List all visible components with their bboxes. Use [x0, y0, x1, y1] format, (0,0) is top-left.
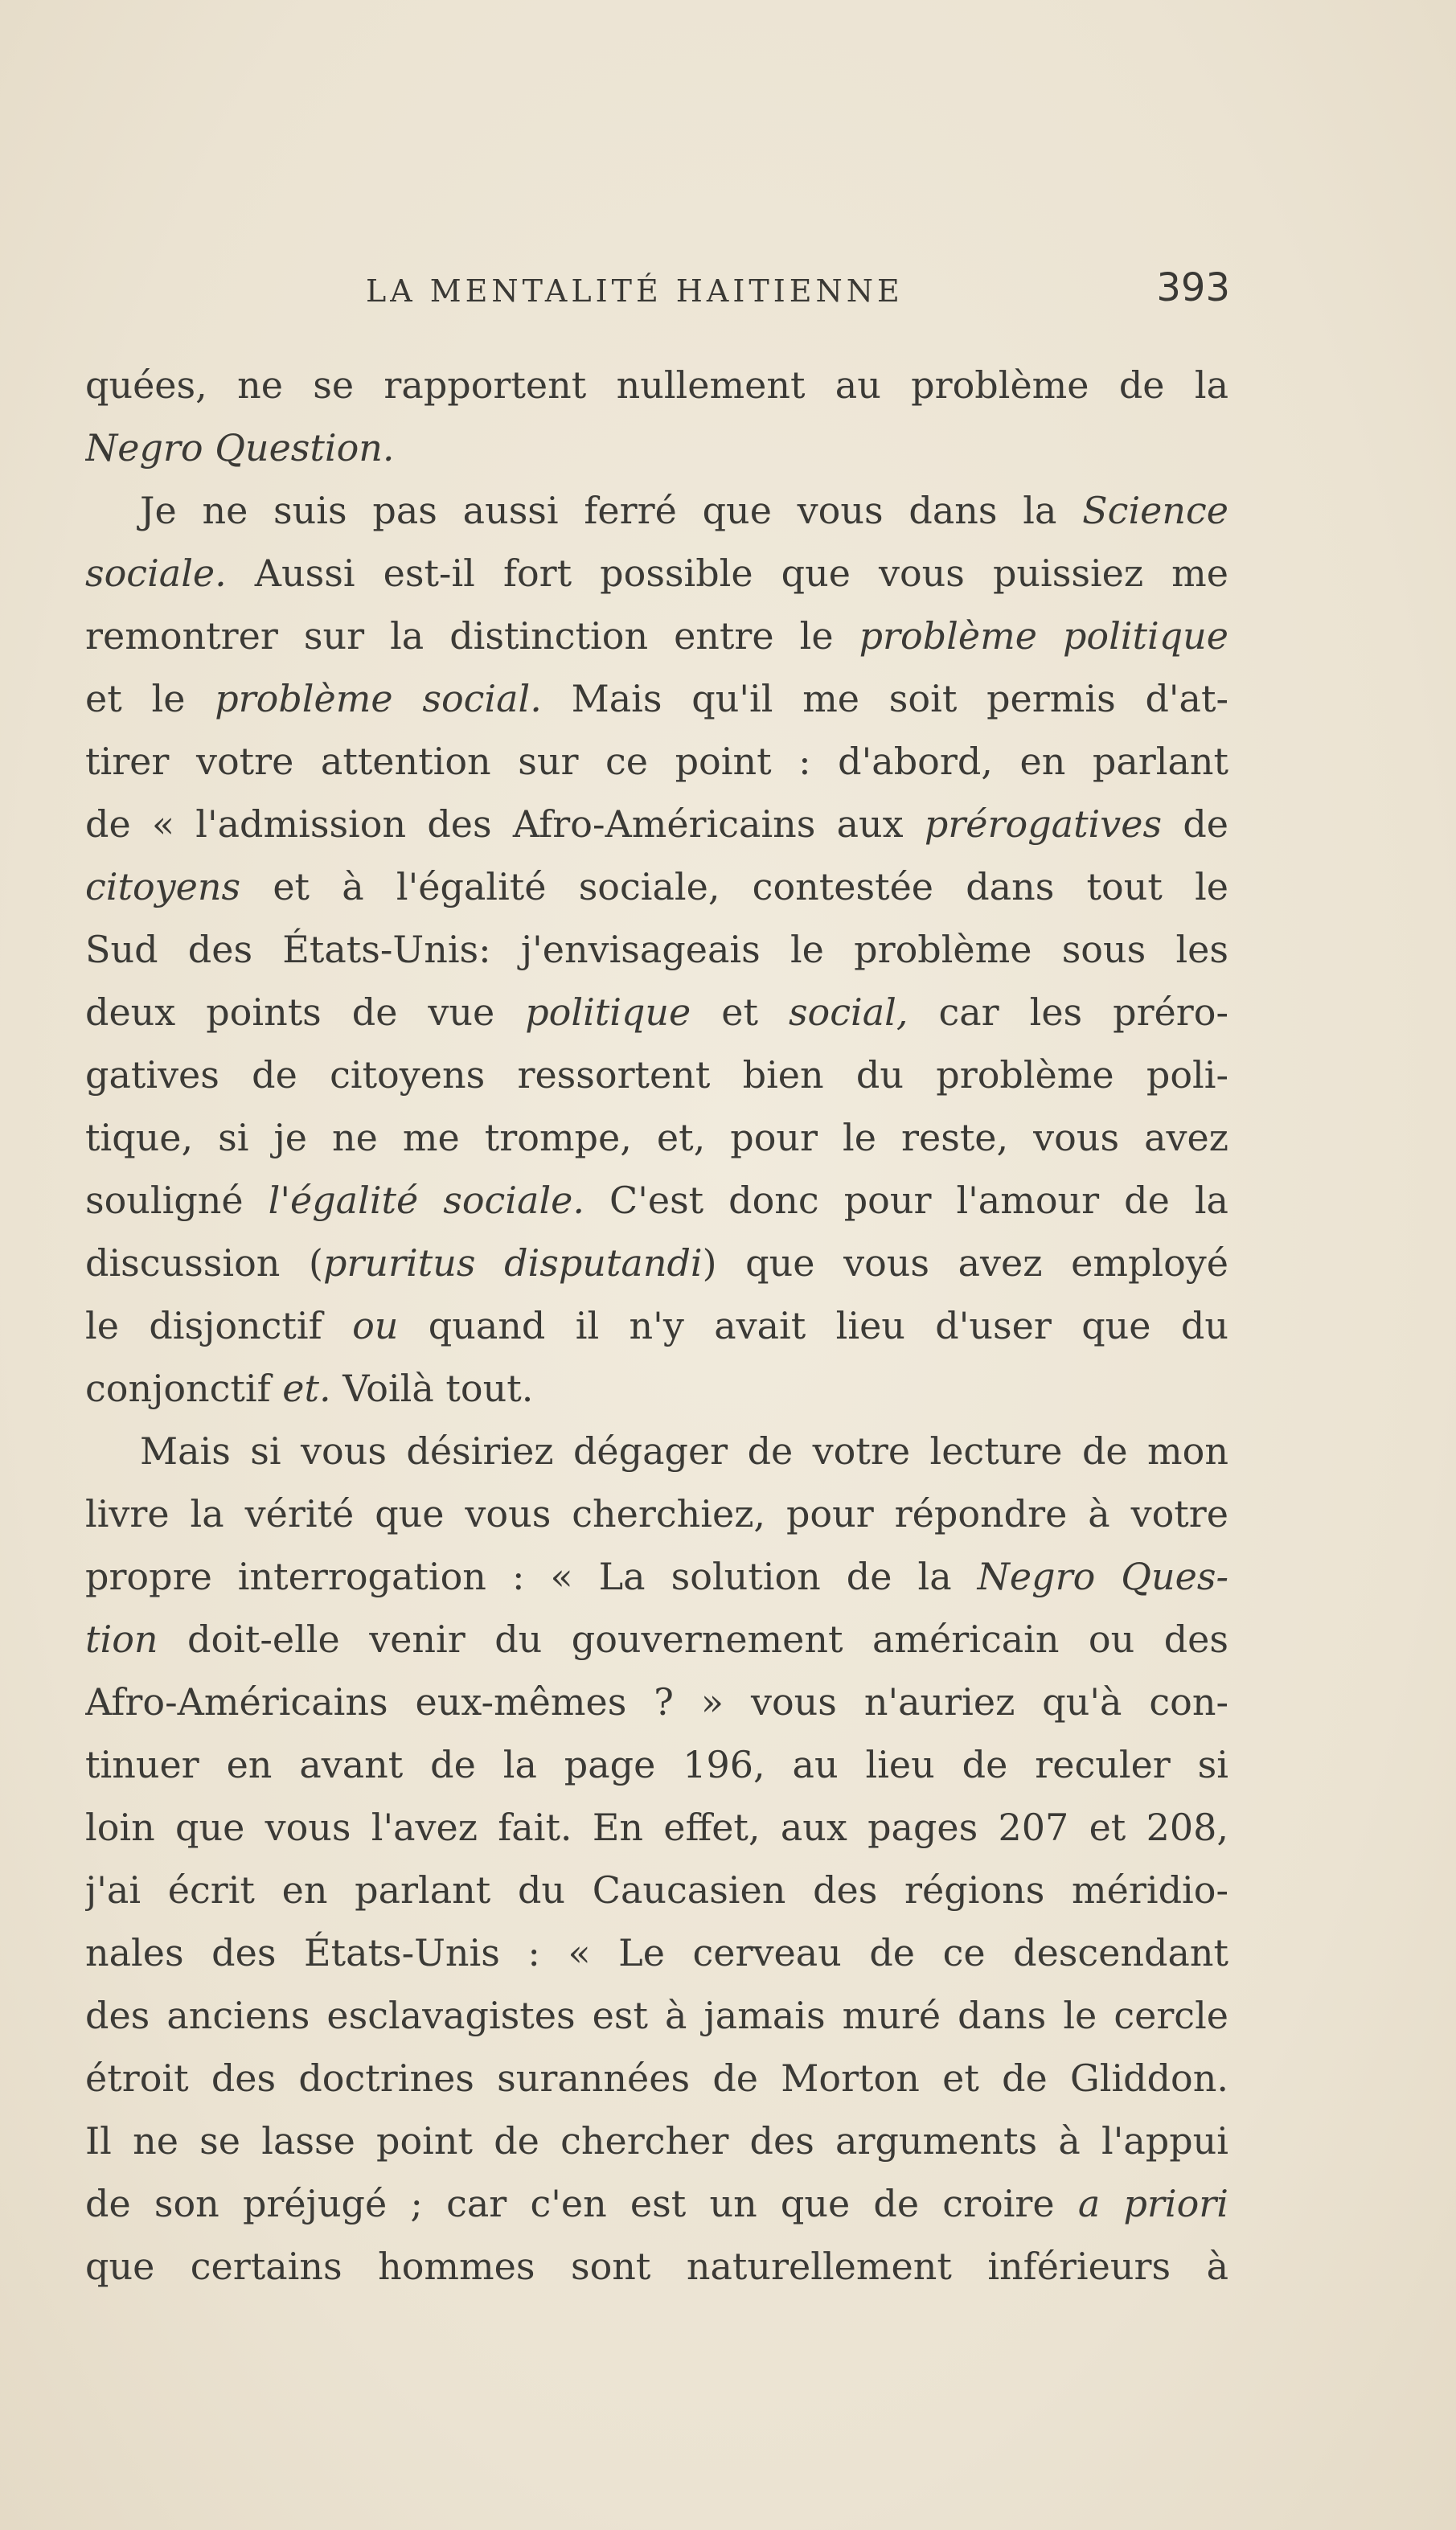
text-line — [85, 2110, 1228, 2172]
text-run: deux points de vue — [85, 990, 526, 1034]
italic-text: prérogatives — [924, 802, 1163, 846]
italic-text: problème social. — [215, 677, 542, 720]
text-run: ) que vous avez employé — [702, 1241, 1228, 1285]
text-run: tirer votre attention sur ce point : d'abord, en parlant — [85, 740, 1228, 783]
text-line — [85, 1545, 1228, 1608]
text-line — [85, 1294, 1228, 1357]
italic-text: social, — [788, 990, 908, 1034]
text-line — [85, 918, 1228, 981]
italic-text: sociale. — [85, 552, 227, 595]
text-run: gatives de citoyens ressortent bien du problème poli- — [85, 1053, 1228, 1097]
text-line — [85, 1921, 1228, 1984]
text-line — [85, 1796, 1228, 1859]
text-run: de son préjugé ; car c'en est un que de croire — [85, 2182, 1078, 2225]
text-line — [85, 1106, 1228, 1169]
text-line — [85, 479, 1228, 542]
text-run: tinuer en avant de la page 196, au lieu de reculer si — [85, 1743, 1228, 1786]
text-line — [85, 1357, 1228, 1420]
text-run: quées, ne se rapportent nullement au problème de la — [85, 363, 1228, 407]
italic-text: Negro Question. — [85, 426, 395, 470]
text-run: de — [1162, 802, 1228, 846]
text-line — [85, 2172, 1228, 2235]
page-number: 393 — [1156, 265, 1230, 310]
text-line — [85, 1984, 1228, 2047]
text-line — [85, 1859, 1228, 1921]
italic-text: problème politique — [859, 614, 1228, 658]
text-line — [85, 730, 1228, 793]
text-line — [85, 605, 1228, 667]
italic-text: pruritus disputandi — [322, 1241, 703, 1285]
italic-text: a priori — [1077, 2182, 1228, 2225]
text-run: C'est donc pour l'amour de la — [584, 1179, 1228, 1222]
page-header — [88, 265, 1230, 314]
text-line — [85, 542, 1228, 605]
text-run: des anciens esclavagistes est à jamais muré dans le cercle — [85, 1994, 1228, 2037]
text-run: j'ai écrit en parlant du Caucasien des régions méridio- — [85, 1868, 1228, 1912]
text-run: Aussi est-il fort possible que vous puissiez me — [226, 552, 1228, 595]
text-run: et le — [85, 677, 215, 720]
text-run: livre la vérité que vous cherchiez, pour répondre à votre — [85, 1492, 1228, 1536]
text-line — [85, 667, 1228, 730]
text-run: étroit des doctrines surannées de Morton et de Gliddon. — [85, 2056, 1228, 2100]
text-line — [85, 1232, 1228, 1294]
text-line — [85, 1608, 1228, 1671]
text-line — [85, 855, 1228, 918]
running-title: LA MENTALITÉ HAITIENNE — [366, 273, 904, 309]
text-line — [85, 354, 1228, 416]
body-text — [85, 354, 1228, 2298]
text-run: Mais si vous désiriez dégager de votre lecture de mon — [140, 1429, 1228, 1473]
text-line — [85, 1169, 1228, 1232]
text-run: Il ne se lasse point de chercher des arguments à l'appui — [85, 2119, 1228, 2163]
text-line — [85, 1044, 1228, 1106]
text-run: Voilà tout. — [330, 1367, 534, 1410]
text-run: tique, si je ne me trompe, et, pour le reste, vous avez — [85, 1116, 1228, 1159]
text-line — [85, 981, 1228, 1044]
text-run: conjonctif — [85, 1367, 283, 1410]
italic-text: et. — [282, 1367, 331, 1410]
text-run: souligné — [85, 1179, 269, 1222]
text-run: et — [691, 990, 789, 1034]
text-run: car les préro- — [908, 990, 1228, 1034]
text-run: que certains hommes sont naturellement inférieurs à — [85, 2245, 1228, 2288]
text-run: loin que vous l'avez fait. En effet, aux pages 207 et 208, — [85, 1806, 1228, 1849]
italic-text: citoyens — [85, 865, 241, 908]
text-line — [85, 1733, 1228, 1796]
italic-text: l'égalité sociale. — [268, 1179, 584, 1222]
text-run: Mais qu'il me soit permis d'at- — [541, 677, 1228, 720]
text-run: et à l'égalité sociale, contestée dans tout le — [240, 865, 1228, 908]
text-run: discussion ( — [85, 1241, 323, 1285]
text-line — [85, 416, 1228, 479]
text-run: nales des États-Unis : « Le cerveau de ce descendant — [85, 1931, 1228, 1974]
italic-text: tion — [85, 1618, 158, 1661]
text-run: le disjonctif — [85, 1304, 353, 1347]
text-line — [85, 1420, 1228, 1482]
text-run: Afro-Américains eux-mêmes ? » vous n'auriez qu'à con- — [85, 1680, 1228, 1724]
text-line — [85, 793, 1228, 855]
italic-text: politique — [525, 990, 691, 1034]
text-run: Sud des États-Unis: j'envisageais le problème sous les — [85, 928, 1228, 971]
text-line — [85, 2235, 1228, 2298]
text-run: doit-elle venir du gouvernement américain ou des — [158, 1618, 1228, 1661]
italic-text: ou — [352, 1304, 399, 1347]
text-line — [85, 1482, 1228, 1545]
text-line — [85, 1671, 1228, 1733]
text-run: remontrer sur la distinction entre le — [85, 614, 859, 658]
text-run: propre interrogation : « La solution de la — [85, 1555, 978, 1598]
text-run: quand il n'y avait lieu d'user que du — [398, 1304, 1228, 1347]
italic-text: Negro Ques- — [977, 1555, 1228, 1598]
text-run: Je ne suis pas aussi ferré que vous dans la — [140, 489, 1083, 532]
text-run: de « l'admission des Afro-Américains aux — [85, 802, 925, 846]
italic-text: Science — [1082, 489, 1228, 532]
text-line — [85, 2047, 1228, 2110]
